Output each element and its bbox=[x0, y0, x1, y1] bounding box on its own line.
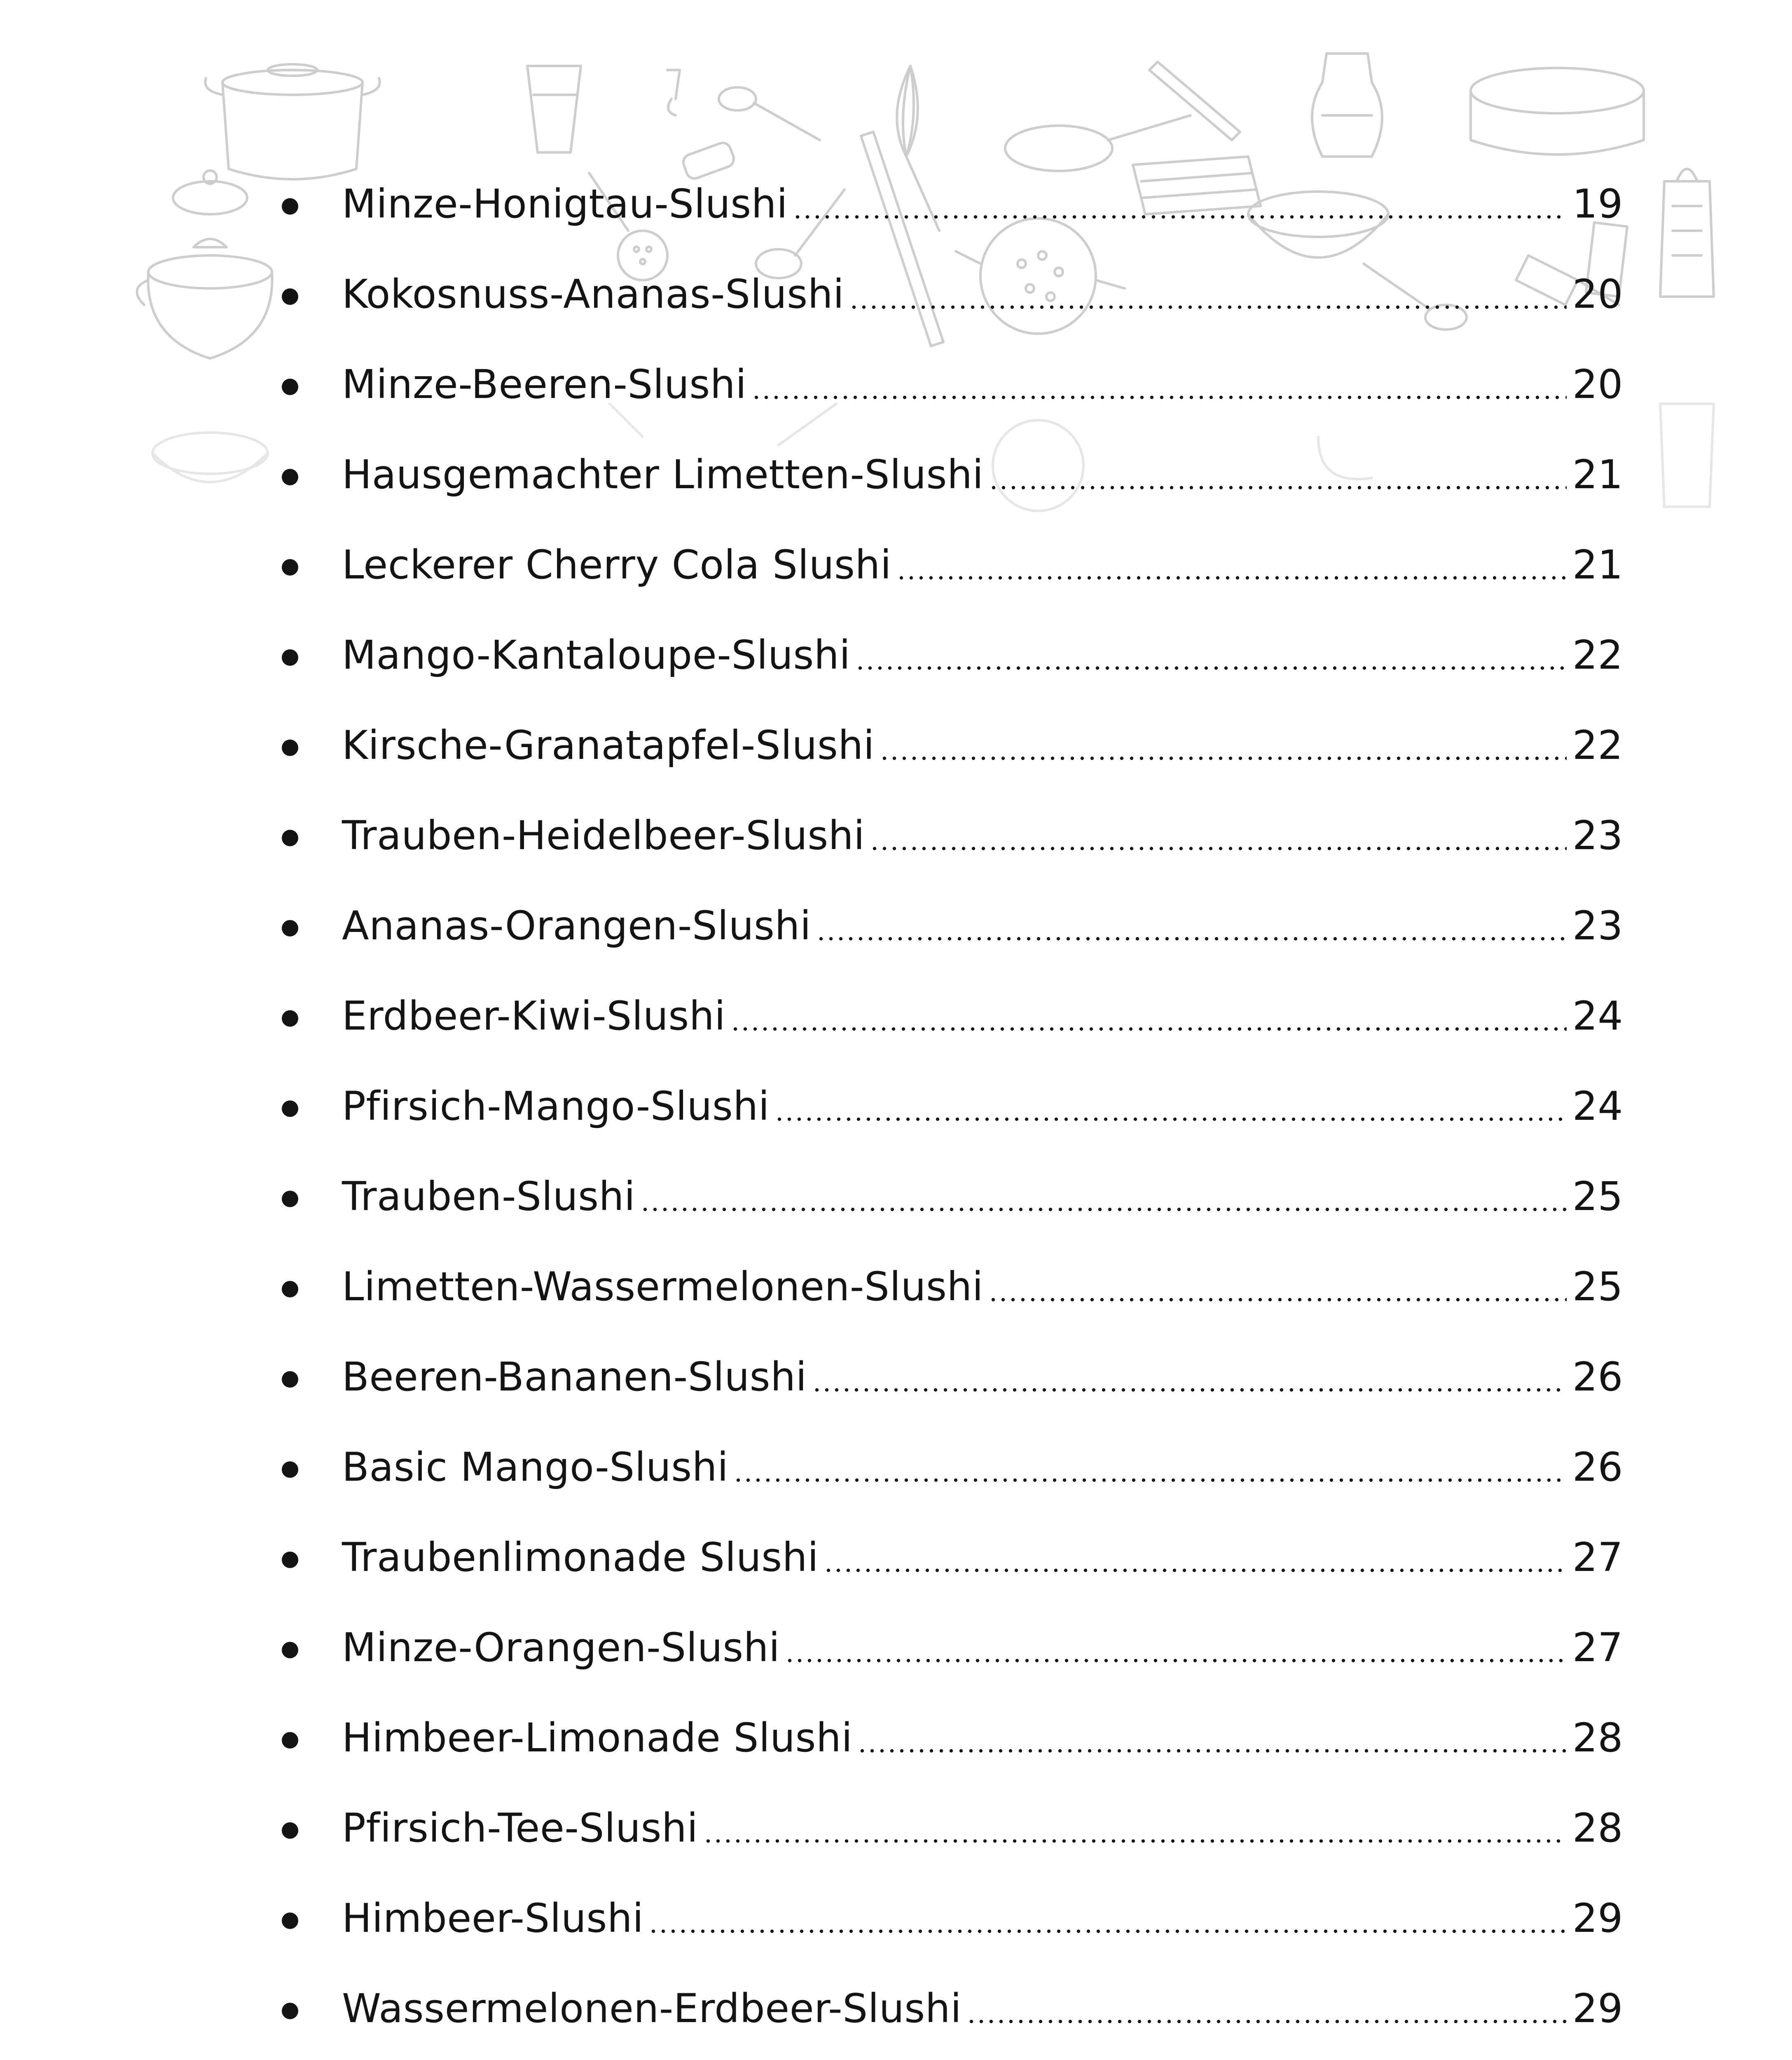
toc-entry-page: 24 bbox=[1572, 993, 1623, 1039]
dot-leader bbox=[870, 820, 1567, 859]
toc-entry bbox=[268, 2053, 1623, 2060]
dot-leader bbox=[989, 459, 1567, 499]
toc-entry-page: 20 bbox=[1572, 361, 1623, 407]
dot-leader bbox=[640, 1181, 1567, 1220]
bullet-icon bbox=[282, 920, 298, 936]
grater-icon bbox=[1660, 169, 1714, 297]
dot-leader bbox=[966, 1993, 1567, 2032]
toc-entry-page: 25 bbox=[1572, 1263, 1623, 1310]
bullet-icon bbox=[282, 1191, 298, 1207]
toc-entry-row[interactable] bbox=[342, 610, 1623, 700]
toc-entry-title: Erdbeer-Kiwi-Slushi bbox=[342, 993, 726, 1039]
dot-leader bbox=[733, 1451, 1567, 1491]
toc-entry bbox=[268, 159, 1623, 249]
bullet-icon bbox=[282, 830, 298, 846]
dot-leader bbox=[812, 1361, 1567, 1401]
toc-entry-page: 29 bbox=[1572, 1895, 1623, 1941]
toc-entry-page: 23 bbox=[1572, 902, 1623, 949]
toc-entry-title: Hausgemachter Limetten-Slushi bbox=[342, 451, 984, 498]
dot-leader bbox=[855, 639, 1566, 679]
toc-entry-title: Mango-Kantaloupe-Slushi bbox=[342, 632, 851, 678]
toc-entry bbox=[268, 790, 1623, 880]
dot-leader bbox=[816, 910, 1567, 950]
bullet-icon bbox=[282, 379, 298, 395]
toc-entry-page: 28 bbox=[1572, 1714, 1623, 1761]
toc-entry bbox=[268, 520, 1623, 610]
toc-entry-title: Pfirsich-Mango-Slushi bbox=[342, 1083, 770, 1129]
toc-entry-page: 22 bbox=[1572, 632, 1623, 678]
toc-entry-page: 21 bbox=[1572, 541, 1623, 588]
toc-entry bbox=[268, 339, 1623, 429]
toc-entry-title: Trauben-Heidelbeer-Slushi bbox=[342, 812, 865, 859]
bullet-icon bbox=[282, 1822, 298, 1839]
bullet-icon bbox=[282, 198, 298, 215]
toc-entry-page: 29 bbox=[1572, 1985, 1623, 2032]
toc-entry-row[interactable] bbox=[342, 1332, 1623, 1422]
toc-entry-page: 22 bbox=[1572, 722, 1623, 768]
bullet-icon bbox=[282, 1732, 298, 1749]
bullet-icon bbox=[282, 469, 298, 485]
toc-entry-row[interactable] bbox=[342, 790, 1623, 880]
toc-entry-row[interactable] bbox=[342, 1873, 1623, 1963]
dot-leader bbox=[880, 730, 1567, 769]
pitcher-icon bbox=[1312, 54, 1382, 157]
toc-entry-title: Limetten-Wassermelonen-Slushi bbox=[342, 1263, 984, 1310]
sugar-bowl-icon bbox=[137, 239, 272, 358]
toc-entry-row[interactable] bbox=[342, 1783, 1623, 1873]
bullet-icon bbox=[282, 1461, 298, 1478]
toc-entry-row[interactable] bbox=[342, 700, 1623, 790]
toc-entry bbox=[268, 700, 1623, 790]
toc-entry-title: Leckerer Cherry Cola Slushi bbox=[342, 541, 892, 588]
dot-leader bbox=[648, 1903, 1566, 1942]
toc-entry-row[interactable] bbox=[342, 1692, 1623, 1783]
bullet-icon bbox=[282, 1010, 298, 1027]
toc-entry-title: Minze-Honigtau-Slushi bbox=[342, 180, 788, 227]
toc-entry-title: Himbeer-Limonade Slushi bbox=[342, 1714, 853, 1761]
toc-entry-row[interactable] bbox=[342, 339, 1623, 429]
toc-entry-title: Wassermelonen-Erdbeer-Slushi bbox=[342, 1985, 962, 2032]
toc-entry-page: 28 bbox=[1572, 1805, 1623, 1851]
toc-entry-title: Basic Mango-Slushi bbox=[342, 1444, 729, 1490]
toc-entry-row[interactable] bbox=[342, 2053, 1623, 2060]
dot-leader bbox=[823, 1542, 1567, 1581]
toc-entry bbox=[268, 1692, 1623, 1783]
toc-entry bbox=[268, 1873, 1623, 1963]
bullet-icon bbox=[282, 1281, 298, 1297]
toc-entry-row[interactable] bbox=[342, 1061, 1623, 1151]
toc-entry bbox=[268, 1602, 1623, 1692]
dot-leader bbox=[730, 1000, 1567, 1040]
toc-entry-page: 27 bbox=[1572, 1534, 1623, 1580]
cake-tin-icon bbox=[1471, 68, 1644, 154]
knife-icon bbox=[1149, 62, 1240, 140]
toc-entry-title: Kirsche-Granatapfel-Slushi bbox=[342, 722, 875, 768]
dot-leader bbox=[849, 279, 1567, 318]
dot-leader bbox=[793, 188, 1567, 228]
bullet-icon bbox=[282, 1642, 298, 1658]
toc-entry-row[interactable] bbox=[342, 880, 1623, 971]
spoon-icon bbox=[719, 87, 820, 140]
toc-entry-row[interactable] bbox=[342, 1602, 1623, 1692]
toc-entry-page: 23 bbox=[1572, 812, 1623, 859]
toc-entry-row[interactable] bbox=[342, 1151, 1623, 1241]
toc-entry-page: 26 bbox=[1572, 1353, 1623, 1400]
table-of-contents bbox=[268, 159, 1623, 2060]
toc-entry-row[interactable] bbox=[342, 520, 1623, 610]
toc-entry-title: Beeren-Bananen-Slushi bbox=[342, 1353, 807, 1400]
bullet-icon bbox=[282, 1371, 298, 1388]
toc-entry-title: Himbeer-Slushi bbox=[342, 1895, 644, 1941]
toc-entry bbox=[268, 249, 1623, 339]
toc-entry-row[interactable] bbox=[342, 1512, 1623, 1602]
toc-entry-title: Pfirsich-Tee-Slushi bbox=[342, 1805, 698, 1851]
toc-entry-row[interactable] bbox=[342, 159, 1623, 249]
toc-entry-row[interactable] bbox=[342, 1422, 1623, 1512]
dot-leader bbox=[896, 549, 1567, 589]
glass-icon bbox=[527, 66, 581, 152]
toc-entry-row[interactable] bbox=[342, 249, 1623, 339]
toc-entry bbox=[268, 1783, 1623, 1873]
dot-leader bbox=[774, 1091, 1567, 1130]
toc-entry bbox=[268, 1061, 1623, 1151]
toc-entry-page: 20 bbox=[1572, 271, 1623, 317]
bullet-icon bbox=[282, 1552, 298, 1568]
toc-entry-page: 25 bbox=[1572, 1173, 1623, 1220]
toc-entry bbox=[268, 1422, 1623, 1512]
dot-leader bbox=[988, 1271, 1567, 1311]
toc-entry bbox=[268, 1332, 1623, 1422]
toc-entry-title: Minze-Beeren-Slushi bbox=[342, 361, 747, 407]
bullet-icon bbox=[282, 740, 298, 756]
toc-entry-title: Traubenlimonade Slushi bbox=[342, 1534, 819, 1580]
toc-entry bbox=[268, 880, 1623, 971]
dot-leader bbox=[785, 1632, 1567, 1671]
toc-entry bbox=[268, 610, 1623, 700]
bullet-icon bbox=[282, 559, 298, 576]
toc-entry-row[interactable] bbox=[342, 971, 1623, 1061]
toc-entry-title: Ananas-Orangen-Slushi bbox=[342, 902, 812, 949]
bullet-icon bbox=[282, 1100, 298, 1117]
toc-entry bbox=[268, 1151, 1623, 1241]
toc-entry-page: 21 bbox=[1572, 451, 1623, 498]
toc-entry bbox=[268, 1963, 1623, 2053]
toc-entry-title: Minze-Orangen-Slushi bbox=[342, 1624, 780, 1671]
toc-entry bbox=[268, 429, 1623, 520]
toc-entry-row[interactable] bbox=[342, 429, 1623, 520]
toc-entry-page: 24 bbox=[1572, 1083, 1623, 1129]
toc-entry bbox=[268, 1241, 1623, 1332]
lid-icon bbox=[173, 171, 247, 214]
toc-entry-row[interactable] bbox=[342, 1963, 1623, 2053]
toc-entry-title: Kokosnuss-Ananas-Slushi bbox=[342, 271, 845, 317]
toc-entry-page: 19 bbox=[1572, 180, 1623, 227]
bullet-icon bbox=[282, 288, 298, 305]
bullet-icon bbox=[282, 649, 298, 666]
toc-entry-page: 26 bbox=[1572, 1444, 1623, 1490]
bullet-icon bbox=[282, 1913, 298, 1929]
dot-leader bbox=[857, 1722, 1566, 1762]
corkscrew-icon bbox=[667, 70, 680, 115]
toc-entry-row[interactable] bbox=[342, 1241, 1623, 1332]
toc-entry-page: 27 bbox=[1572, 1624, 1623, 1671]
dot-leader bbox=[751, 369, 1566, 408]
bullet-icon bbox=[282, 2003, 298, 2019]
dot-leader bbox=[703, 1812, 1567, 1852]
toc-entry bbox=[268, 1512, 1623, 1602]
toc-entry bbox=[268, 971, 1623, 1061]
toc-entry-title: Trauben-Slushi bbox=[342, 1173, 636, 1220]
